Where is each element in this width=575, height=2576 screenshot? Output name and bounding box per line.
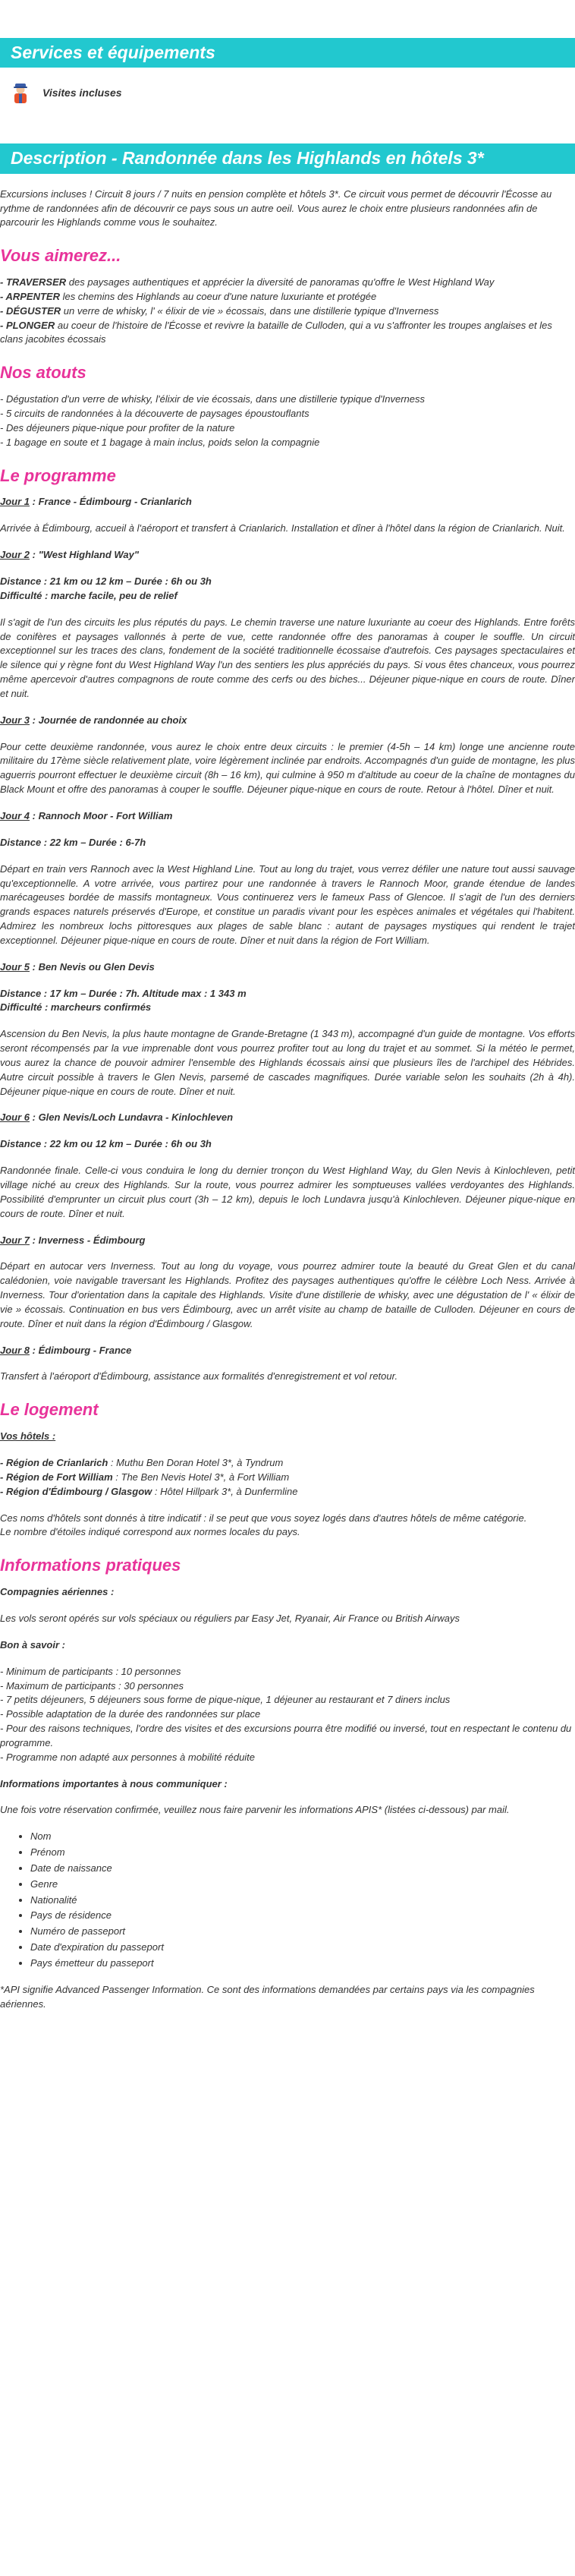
vous-aimerez-heading: Vous aimerez...: [0, 246, 121, 266]
aimerez-text: un verre de whisky, l' « élixir de vie » écossais, dans une distillerie typique d'Inverness: [61, 304, 439, 317]
savoir-item: - Minimum de participants : 10 personnes: [0, 1665, 181, 1677]
logement-heading: Le logement: [0, 1400, 99, 1420]
infos-heading: Informations pratiques: [0, 1556, 181, 1575]
hotel-name: : Muthu Ben Doran Hotel 3*, à Tyndrum: [108, 1457, 284, 1469]
aimerez-item: [0, 290, 575, 304]
apis-item: • Date d'expiration du passeport: [30, 1941, 575, 1955]
atout-item: - 5 circuits de randonnées à la découverte de paysages époustouflants: [0, 408, 309, 420]
aimerez-verb: - ARPENTER: [0, 290, 60, 302]
aimerez-item: [0, 276, 575, 290]
hotel-region: - Région de Crianlarich: [0, 1457, 108, 1469]
day-label: Jour 4: [0, 809, 30, 821]
aimerez-text: des paysages authentiques et apprécier la diversité de panoramas qu'offre le West Highland Way: [66, 276, 495, 288]
aimerez-verb: - TRAVERSER: [0, 276, 67, 288]
day-name: : "West Highland Way": [30, 549, 140, 561]
day-label: Jour 3: [0, 714, 30, 726]
aimerez-item: [0, 319, 575, 348]
savoir-item: - Possible adaptation de la durée des randonnées sur place: [0, 1708, 261, 1720]
day-info-line: Difficulté : marche facile, peu de relief: [0, 589, 178, 601]
apis-item: • Nationalité: [30, 1893, 575, 1908]
day-name: : Ben Nevis ou Glen Devis: [30, 960, 155, 973]
day-info: [0, 1137, 575, 1152]
day-info: [0, 575, 575, 604]
services-item: [0, 81, 575, 104]
hotel-name: : The Ben Nevis Hotel 3*, à Fort William: [112, 1471, 290, 1483]
apis-note: *API signifie Advanced Passenger Information. Ce sont des informations demandées par certains pays via les compagnies aériennes.: [0, 1983, 535, 2010]
day-name: : Glen Nevis/Loch Lundavra - Kinlochleven: [30, 1111, 234, 1124]
day-label: Jour 1: [0, 496, 30, 508]
day-label: Jour 5: [0, 960, 30, 973]
day-info-line: Distance : 22 km – Durée : 6-7h: [0, 836, 146, 848]
day-label: Jour 7: [0, 1234, 30, 1246]
day-info: [0, 987, 575, 1016]
day-title: [0, 1344, 575, 1358]
day-text: Transfert à l'aéroport d'Édimbourg, assistance aux formalités d'enregistrement et vol retour.: [0, 1370, 398, 1383]
day-text: Départ en train vers Rannoch avec la West Highland Line. Tout au long du trajet, vous verrez défiler une nature tout aussi sauvage qu'exceptionnelle. A votre arrivée, vous partirez pour une randonnée à travers le Rannoch Moor, grande étendue de landes marécageuses bordée de massifs montagneux. Vous continuerez vers le fameux Pass of Glencoe. Il s'agit de l'un des derniers grands espaces naturels préservés d'Europe, et constitue un paradis vivant pour les espèces animales et végétales qui l'habitent. Admirez les nombreux lochs pittoresques aux plages de sable blanc : autant de paysages mystiques qui rendent le trajet exceptionnel. Déjeuner pique-nique en cours de route. Dîner et nuit dans la région de Fort William.: [0, 862, 575, 946]
savoir-item: - Maximum de participants : 30 personnes: [0, 1679, 184, 1692]
hotel-item: [0, 1485, 575, 1499]
day-name: : Inverness - Édimbourg: [30, 1234, 146, 1246]
hotels-subheading: Vos hôtels :: [0, 1430, 56, 1442]
importantes-label: Informations importantes à nous communiquer :: [0, 1777, 228, 1789]
hotel-item: [0, 1456, 575, 1471]
programme-heading: Le programme: [0, 465, 116, 485]
atouts-list: [0, 393, 575, 449]
day-name: : France - Édimbourg - Crianlarich: [30, 496, 192, 508]
guide-person-icon: [9, 81, 32, 104]
apis-item: • Pays de résidence: [30, 1909, 575, 1923]
day-label: Jour 6: [0, 1111, 30, 1124]
programme-days: [0, 495, 575, 1384]
atout-item: - Dégustation d'un verre de whisky, l'élixir de vie écossais, dans une distillerie typique d'Inverness: [0, 393, 425, 405]
aimerez-verb: - DÉGUSTER: [0, 304, 61, 317]
hotel-item: [0, 1471, 575, 1485]
day-info-line: Distance : 22 km ou 12 km – Durée : 6h ou 3h: [0, 1138, 212, 1150]
day-name: : Rannoch Moor - Fort William: [30, 809, 173, 821]
apis-item: • Genre: [30, 1878, 575, 1892]
day-title: [0, 1234, 575, 1248]
atouts-heading: Nos atouts: [0, 363, 86, 383]
aimerez-text: au coeur de l'histoire de l'Écosse et revivre la bataille de Culloden, qui a vu s'affronter les troupes anglaises et les clans jacobites écossais: [0, 319, 552, 345]
day-info-line: Distance : 21 km ou 12 km – Durée : 6h ou 3h: [0, 575, 212, 588]
day-title: [0, 1111, 575, 1125]
services-heading: Services et équipements: [0, 38, 575, 68]
atout-item: - Des déjeuners pique-nique pour profiter de la nature: [0, 421, 235, 434]
apis-item: • Nom: [30, 1830, 575, 1844]
day-info-line: Difficulté : marcheurs confirmés: [0, 1001, 152, 1014]
savoir-item: - 7 petits déjeuners, 5 déjeuners sous forme de pique-nique, 1 déjeuner au restaurant et 7 diners inclus: [0, 1694, 451, 1706]
savoir-item: - Pour des raisons techniques, l'ordre des visites et des excursions pourra être modifié ou inversé, tout en respectant le contenu du programme.: [0, 1723, 572, 1748]
savoir-item: - Programme non adapté aux personnes à mobilité réduite: [0, 1751, 256, 1763]
day-title: [0, 548, 575, 563]
apis-item: • Prénom: [30, 1846, 575, 1860]
description-heading: Description - Randonnée dans les Highlands en hôtels 3*: [0, 143, 575, 173]
apis-item: • Date de naissance: [30, 1862, 575, 1876]
hotels-list: [0, 1456, 575, 1499]
hotels-note: [0, 1512, 575, 1540]
hotel-name: : Hôtel Hillpark 3*, à Dunfermline: [152, 1485, 298, 1497]
atout-item: - 1 bagage en soute et 1 bagage à main inclus, poids selon la compagnie: [0, 436, 320, 448]
apis-list: [0, 1830, 575, 1971]
aimerez-verb: - PLONGER: [0, 319, 55, 331]
hotel-note-line: Ces noms d'hôtels sont donnés à titre indicatif : il se peut que vous soyez logés dans d'autres hôtels de même catégorie.: [0, 1512, 527, 1524]
intro-text: Excursions incluses ! Circuit 8 jours / 7 nuits en pension complète et hôtels 3*. Ce circuit vous permet de découvrir l'Écosse au rythme de randonnées afin de découvrir ce pays sous un autre oeil. Vous aurez le choix entre plusieurs randonnées afin de parcourir les Highlands comme vous le souhaitez.: [0, 188, 552, 229]
day-text: Arrivée à Édimbourg, accueil à l'aéroport et transfert à Crianlarich. Installation et dîner à l'hôtel dans la région de Crianlarich. Nuit.: [0, 522, 565, 534]
vous-aimerez-list: [0, 276, 575, 347]
day-text: Pour cette deuxième randonnée, vous aurez le choix entre deux circuits : le premier (4-5h – 14 km) longe une ancienne route militaire du 17ème siècle relativement plate, voire légèrement inclinée par endroits. Accompagnés d'un guide de montagne, les plus aguerris pourront effectuer le deuxième circuit (8h – 16 km), qui culmine à 950 m d'altitude au coeur de la chaîne de montagnes du Black Mount et offre des panoramas à couper le souffle. Déjeuner pique-nique en cours de route. Retour à l'hôtel. Dîner et nuit.: [0, 740, 575, 796]
savoir-list: [0, 1665, 575, 1765]
day-info: [0, 836, 575, 850]
day-name: : Édimbourg - France: [30, 1344, 132, 1356]
visites-label: Visites incluses: [42, 87, 122, 99]
compagnies-label: Compagnies aériennes :: [0, 1586, 115, 1598]
day-title: [0, 960, 575, 975]
day-title: [0, 809, 575, 824]
day-text: Randonnée finale. Celle-ci vous conduira le long du dernier tronçon du West Highland Way, du Glen Nevis à Kinlochleven, petit village niché au creux des Highlands. Sur la route, vous pourrez admirer les somptueuses vallées verdoyantes des Highlands. Possibilité d'emprunter un circuit plus court (3h – 12 km), depuis le loch Lundavra jusqu'à Kinlochleven. Déjeuner pique-nique en cours de route. Dîner et nuit.: [0, 1165, 575, 1219]
aimerez-text: les chemins des Highlands au coeur d'une nature luxuriante et protégée: [59, 290, 377, 302]
day-text: Ascension du Ben Nevis, la plus haute montagne de Grande-Bretagne (1 343 m), accompagné d'un guide de montagne. Vos efforts seront récompensés par la vue imprenable dont vous pourrez profiter tout au long du trajet et au sommet. Si la météo le permet, vous aurez la chance de pouvoir admirer l'ensemble des Highlands écossais ainsi que plusieurs îles de l'archipel des Hébrides. Autre circuit possible à travers le Glen Nevis, parsemé de cascades magnifiques. Durée variable selon les souhaits (2h à 4h). Déjeuner pique-nique en cours de route. Dîner et nuit.: [0, 1028, 575, 1097]
importantes-text: Une fois votre réservation confirmée, veuillez nous faire parvenir les informations APIS* (listées ci-dessous) par mail.: [0, 1804, 510, 1816]
day-text: Départ en autocar vers Inverness. Tout au long du voyage, vous pourrez admirer toute la beauté du Great Glen et du canal calédonien, voie navigable traversant les Highlands. Profitez des paysages authentiques qu'offre le célèbre Loch Ness. Arrivée à Inverness. Tour d'orientation dans la capitale des Highlands. Visite d'une distillerie de whisky, avec une dégustation de l' « élixir de vie » écossais. Continuation en bus vers Édimbourg, avec un arrêt visite au champ de bataille de Culloden. Déjeuner en cours de route. Dîner et nuit dans la région d'Édimbourg / Glasgow.: [0, 1260, 575, 1329]
savoir-label: Bon à savoir :: [0, 1638, 65, 1651]
compagnies-text: Les vols seront opérés sur vols spéciaux ou réguliers par Easy Jet, Ryanair, Air France ou British Airways: [0, 1612, 460, 1624]
hotel-region: - Région d'Édimbourg / Glasgow: [0, 1485, 152, 1497]
aimerez-item: [0, 304, 575, 319]
day-name: : Journée de randonnée au choix: [30, 714, 187, 726]
apis-item: • Pays émetteur du passeport: [30, 1956, 575, 1971]
day-label: Jour 8: [0, 1344, 30, 1356]
day-text: Il s'agit de l'un des circuits les plus réputés du pays. Le chemin traverse une nature luxuriante au coeur des Highlands. Entre forêts de conifères et paysages vallonnés à perte de vue, cette randonnée offre des panoramas à couper le souffle. Un circuit exceptionnel sur les traces des clans, fondement de la société traditionnelle écossaise d'autrefois. Ces paysages spectaculaires et le silence qui y règne font du West Highland Way l'un des sentiers les plus appréciés du pays. Si vous êtes chanceux, vous pourrez même apercevoir d'autres compagnons de route comme des cerfs ou des biches... Déjeuner pique-nique en cours de route. Dîner et nuit.: [0, 616, 575, 699]
day-label: Jour 2: [0, 549, 30, 561]
day-info-line: Distance : 17 km – Durée : 7h. Altitude max : 1 343 m: [0, 987, 247, 999]
hotel-note-line: Le nombre d'étoiles indiqué correspond aux normes locales du pays.: [0, 1526, 300, 1538]
day-title: [0, 495, 575, 509]
apis-item: • Numéro de passeport: [30, 1925, 575, 1939]
day-title: [0, 714, 575, 728]
hotel-region: - Région de Fort William: [0, 1471, 113, 1483]
